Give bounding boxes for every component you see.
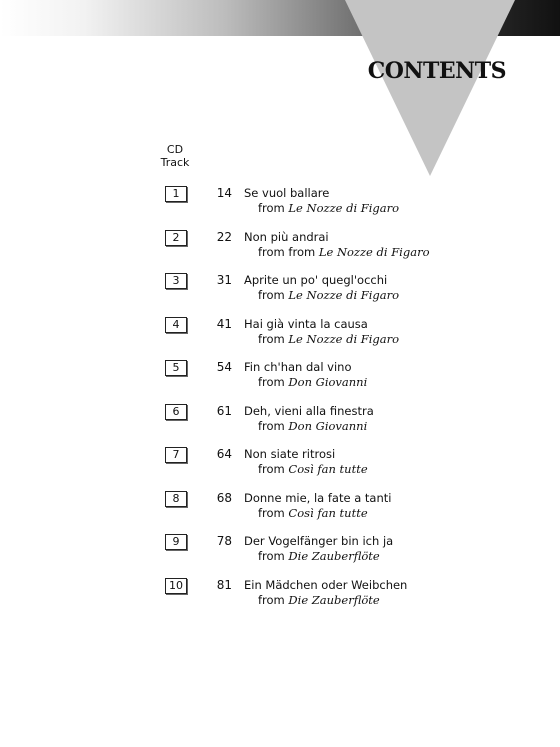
song-title: Hai già vinta la causa: [244, 317, 368, 331]
from-prefix: from: [258, 419, 285, 433]
song-title: Non più andrai: [244, 230, 329, 244]
song-title: Deh, vieni alla finestra: [244, 404, 374, 418]
page-number: 81: [216, 578, 232, 592]
list-item[interactable]: [0, 186, 560, 226]
track-number: 1: [165, 186, 187, 202]
page-number: 64: [216, 447, 232, 461]
song-source: [258, 375, 367, 390]
from-prefix: from: [258, 201, 285, 215]
song-source: [258, 332, 399, 347]
track-number: 10: [165, 578, 187, 594]
list-item[interactable]: [0, 534, 560, 574]
from-prefix: from from: [258, 245, 316, 259]
song-title: Se vuol ballare: [244, 186, 330, 200]
opera-title: Le Nozze di Figaro: [318, 245, 430, 259]
cd-label: CD: [166, 143, 184, 156]
opera-title: Così fan tutte: [288, 462, 368, 476]
song-source: [258, 288, 399, 303]
from-prefix: from: [258, 375, 285, 389]
song-source: [258, 201, 399, 216]
track-number: 7: [165, 447, 187, 463]
from-prefix: from: [258, 288, 285, 302]
track-label: Track: [160, 156, 190, 169]
page-number: 14: [216, 186, 232, 200]
opera-title: Le Nozze di Figaro: [288, 201, 400, 215]
page-number: 31: [216, 273, 232, 287]
list-item[interactable]: [0, 273, 560, 313]
from-prefix: from: [258, 549, 285, 563]
track-number: 5: [165, 360, 187, 376]
list-item[interactable]: [0, 317, 560, 357]
song-source: [258, 419, 367, 434]
list-item[interactable]: [0, 360, 560, 400]
list-item[interactable]: [0, 230, 560, 270]
from-prefix: from: [258, 593, 285, 607]
page-number: 78: [216, 534, 232, 548]
track-number: 8: [165, 491, 187, 507]
song-title: Non siate ritrosi: [244, 447, 336, 461]
song-title: Ein Mädchen oder Weibchen: [244, 578, 408, 592]
track-number: 4: [165, 317, 187, 333]
page-number: 61: [216, 404, 232, 418]
from-prefix: from: [258, 506, 285, 520]
page-number: 22: [216, 230, 232, 244]
list-item[interactable]: [0, 447, 560, 487]
track-number: 9: [165, 534, 187, 550]
decorative-triangle: [345, 0, 515, 176]
song-source: [258, 549, 380, 564]
opera-title: Così fan tutte: [288, 506, 368, 520]
song-title: Donne mie, la fate a tanti: [244, 491, 392, 505]
page-number: 68: [216, 491, 232, 505]
song-title: Fin ch'han dal vino: [244, 360, 352, 374]
opera-title: Die Zauberflöte: [288, 549, 380, 563]
opera-title: Le Nozze di Figaro: [288, 288, 400, 302]
track-number: 2: [165, 230, 187, 246]
page-number: 41: [216, 317, 232, 331]
list-item[interactable]: [0, 404, 560, 444]
page-title: CONTENTS: [367, 58, 506, 84]
from-prefix: from: [258, 332, 285, 346]
song-source: [258, 506, 368, 521]
song-source: [258, 593, 380, 608]
list-item[interactable]: [0, 491, 560, 531]
cd-track-header: [150, 143, 200, 169]
opera-title: Le Nozze di Figaro: [288, 332, 400, 346]
opera-title: Don Giovanni: [288, 419, 368, 433]
list-item[interactable]: [0, 578, 560, 618]
opera-title: Don Giovanni: [288, 375, 368, 389]
song-title: Aprite un po' quegl'occhi: [244, 273, 388, 287]
song-source: [258, 245, 430, 260]
opera-title: Die Zauberflöte: [288, 593, 380, 607]
track-number: 3: [165, 273, 187, 289]
song-source: [258, 462, 368, 477]
from-prefix: from: [258, 462, 285, 476]
track-number: 6: [165, 404, 187, 420]
song-title: Der Vogelfänger bin ich ja: [244, 534, 394, 548]
page-number: 54: [216, 360, 232, 374]
